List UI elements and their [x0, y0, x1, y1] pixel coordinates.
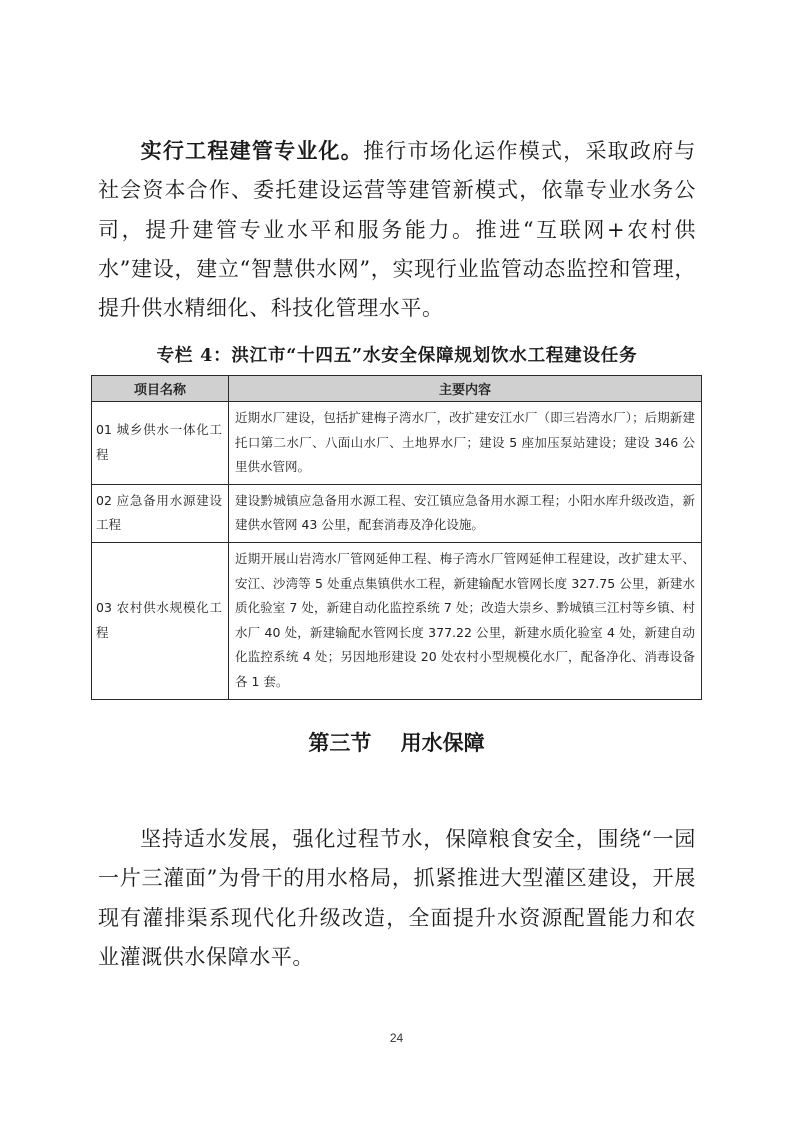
project-table	[91, 375, 702, 700]
project-content-cell: 建设黔城镇应急备用水源工程、安江镇应急备用水源工程；小阳水库升级改造，新建供水管网 43 公里，配套消毒及净化设施。	[229, 484, 702, 542]
project-name-cell: 03 农村供水规模化工程	[92, 542, 229, 699]
project-name-cell: 01 城乡供水一体化工程	[92, 402, 229, 485]
project-content-cell: 近期开展山岩湾水厂管网延伸工程、梅子湾水厂管网延伸工程建设，改扩建太平、安江、沙湾等 5 处重点集镇供水工程，新建输配水管网长度 327.75 公里，新建水质化验室 7 处，新建自动化监控系统 7 处；改造大崇乡、黔城镇三江村等乡镇、村水厂 40 处，新建输配水管网长度 377.22 公里，新建水质化验室 4 处，新建自动化监控系统 4 处；另因地形建设 20 处农村小型规模化水厂，配备净化、消毒设备各 1 套。	[229, 542, 702, 699]
project-content-cell: 近期水厂建设，包括扩建梅子湾水厂，改扩建安江水厂（即三岩湾水厂）；后期新建托口第二水厂、八面山水厂、土地界水厂；建设 5 座加压泵站建设；建设 346 公里供水管网。	[229, 402, 702, 485]
paragraph-construction-management	[98, 131, 696, 328]
project-name-cell: 02 应急备用水源建设工程	[92, 484, 229, 542]
table-row	[92, 402, 702, 485]
paragraph-lead-phrase: 实行工程建管专业化。	[140, 138, 364, 163]
table-row	[92, 484, 702, 542]
paragraph-body-text: 推行市场化运作模式，采取政府与社会资本合作、委托建设运营等建管新模式，依靠专业水务公司，提升建管专业水平和服务能力。推进“互联网+农村供水”建设，建立“智慧供水网”，实现行业监管动态监控和管理，提升供水精细化、科技化管理水平。	[98, 139, 697, 321]
paragraph-water-use-guarantee	[98, 820, 696, 977]
table-header-project-name: 项目名称	[92, 376, 229, 402]
page-number: 24	[389, 1031, 404, 1045]
table-row	[92, 542, 702, 699]
column-box-title: 专栏 4：洪江市“十四五”水安全保障规划饮水工程建设任务	[156, 346, 638, 366]
table-header-main-content: 主要内容	[229, 376, 702, 402]
table-header-row	[92, 376, 702, 402]
section-heading: 第三节 用水保障	[308, 730, 485, 755]
paragraph-body-text: 坚持适水发展，强化过程节水，保障粮食安全，围绕“一园一片三灌面”为骨干的用水格局，抓紧推进大型灌区建设，开展现有灌排渠系现代化升级改造，全面提升水资源配置能力和农业灌溉供水保障水平。	[98, 827, 696, 969]
